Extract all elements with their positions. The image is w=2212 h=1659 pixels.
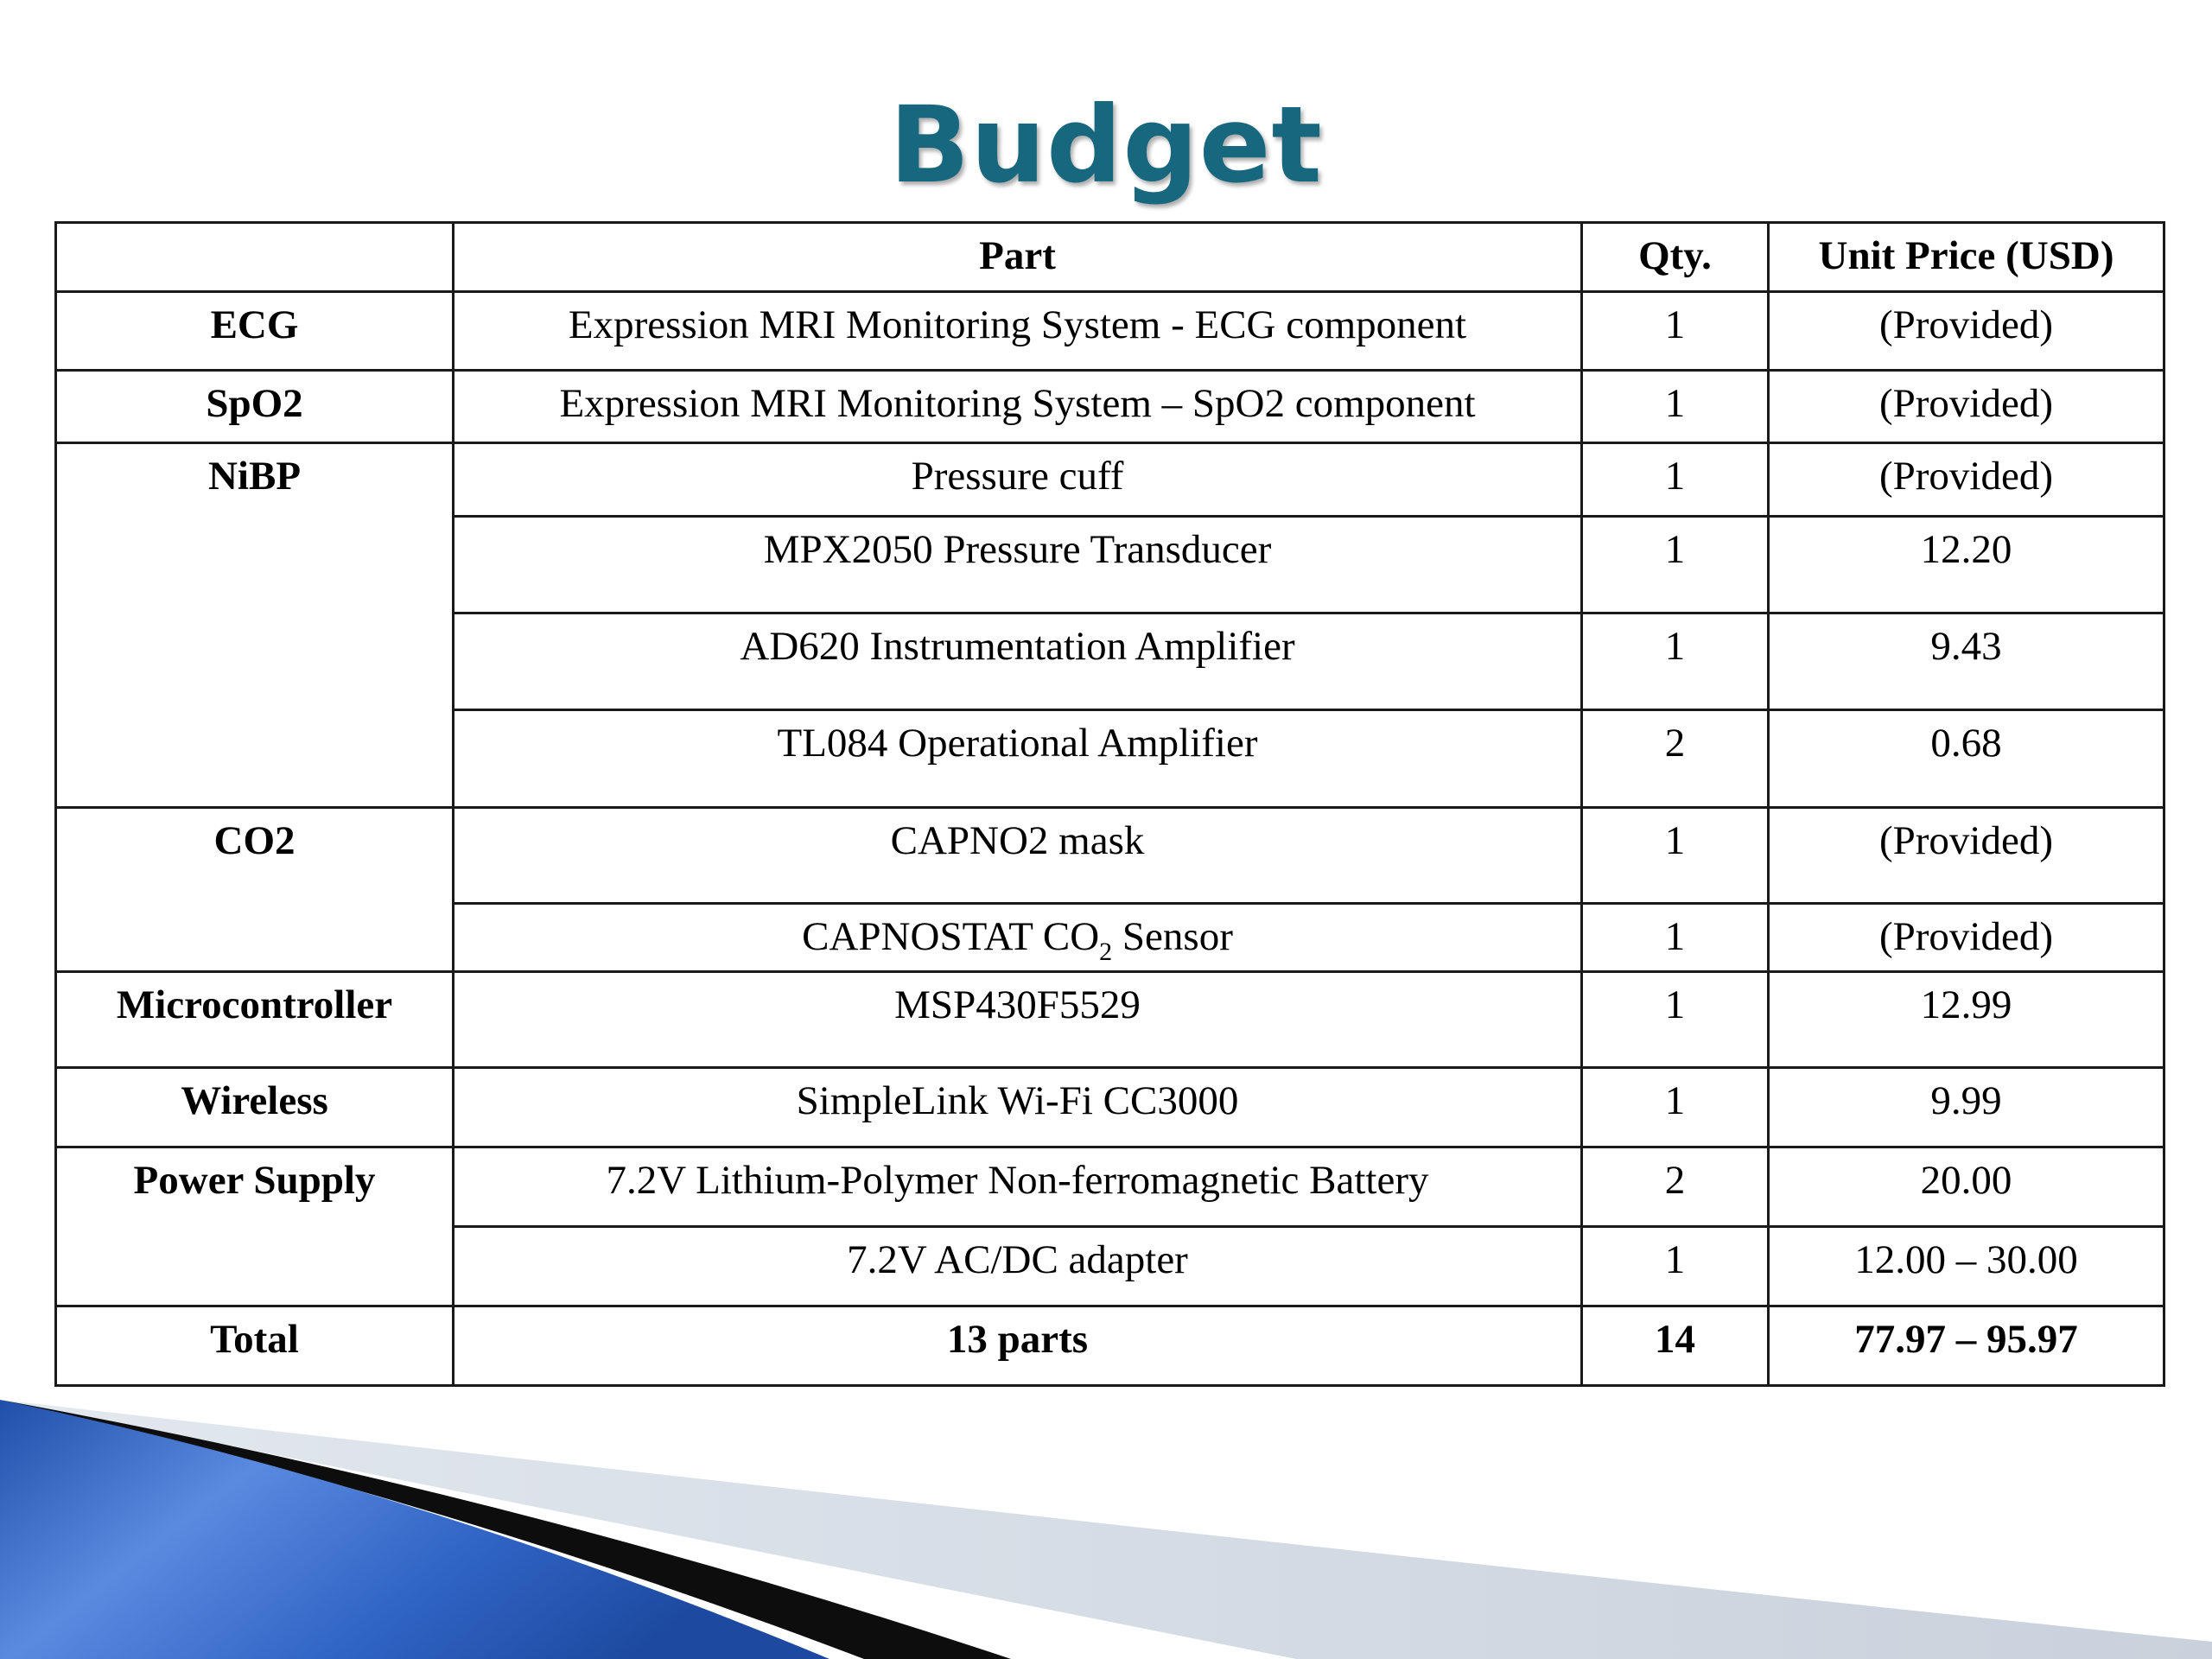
- price-cell: 20.00: [1769, 1147, 2164, 1227]
- table-row: [56, 808, 2164, 904]
- budget-table: [54, 221, 2165, 1387]
- price-cell: 12.99: [1769, 972, 2164, 1068]
- category-total: Total: [56, 1306, 454, 1386]
- qty-cell: 1: [1582, 1227, 1769, 1306]
- price-cell: 12.00 – 30.00: [1769, 1227, 2164, 1306]
- price-cell: 9.43: [1769, 613, 2164, 710]
- table-row: [56, 972, 2164, 1068]
- total-parts-cell: 13 parts: [454, 1306, 1582, 1386]
- qty-cell: 1: [1582, 1068, 1769, 1147]
- category-wireless: Wireless: [56, 1068, 454, 1147]
- qty-cell: 1: [1582, 808, 1769, 904]
- qty-cell: 1: [1582, 904, 1769, 972]
- part-text: CAPNOSTAT CO: [802, 914, 1100, 959]
- part-cell: TL084 Operational Amplifier: [454, 710, 1582, 808]
- part-cell: [454, 904, 1582, 972]
- part-cell: AD620 Instrumentation Amplifier: [454, 613, 1582, 710]
- qty-cell: 1: [1582, 443, 1769, 517]
- co2-subscript: 2: [1099, 938, 1113, 966]
- table-header-row: [56, 223, 2164, 292]
- category-co2: CO2: [56, 808, 454, 972]
- category-nibp: NiBP: [56, 443, 454, 808]
- slide-title: Budget: [889, 84, 1323, 207]
- qty-cell: 1: [1582, 972, 1769, 1068]
- total-price-cell: 77.97 – 95.97: [1769, 1306, 2164, 1386]
- price-cell: (Provided): [1769, 292, 2164, 371]
- table-row: [56, 1068, 2164, 1147]
- price-cell: 12.20: [1769, 517, 2164, 613]
- price-cell: (Provided): [1769, 443, 2164, 517]
- part-cell: MPX2050 Pressure Transducer: [454, 517, 1582, 613]
- qty-cell: 1: [1582, 292, 1769, 371]
- price-cell: (Provided): [1769, 904, 2164, 972]
- part-cell: SimpleLink Wi-Fi CC3000: [454, 1068, 1582, 1147]
- table-row: [56, 443, 2164, 517]
- part-cell: CAPNO2 mask: [454, 808, 1582, 904]
- header-qty: Qty.: [1582, 223, 1769, 292]
- qty-cell: 2: [1582, 1147, 1769, 1227]
- price-cell: 0.68: [1769, 710, 2164, 808]
- part-cell: Expression MRI Monitoring System – SpO2 component: [454, 371, 1582, 443]
- qty-cell: 1: [1582, 517, 1769, 613]
- category-spo2: SpO2: [56, 371, 454, 443]
- qty-cell: 2: [1582, 710, 1769, 808]
- part-cell: Pressure cuff: [454, 443, 1582, 517]
- category-ecg: ECG: [56, 292, 454, 371]
- part-cell: MSP430F5529: [454, 972, 1582, 1068]
- table-row: [56, 371, 2164, 443]
- price-cell: 9.99: [1769, 1068, 2164, 1147]
- header-category: [56, 223, 454, 292]
- category-power-supply: Power Supply: [56, 1147, 454, 1306]
- price-cell: (Provided): [1769, 371, 2164, 443]
- header-unit-price: Unit Price (USD): [1769, 223, 2164, 292]
- part-cell: Expression MRI Monitoring System - ECG component: [454, 292, 1582, 371]
- table-row: [56, 1147, 2164, 1227]
- total-row: [56, 1306, 2164, 1386]
- qty-cell: 1: [1582, 371, 1769, 443]
- price-cell: (Provided): [1769, 808, 2164, 904]
- table-row: [56, 292, 2164, 371]
- total-qty-cell: 14: [1582, 1306, 1769, 1386]
- qty-cell: 1: [1582, 613, 1769, 710]
- corner-swoosh-decoration: [0, 1382, 2212, 1659]
- part-cell: 7.2V AC/DC adapter: [454, 1227, 1582, 1306]
- part-cell: 7.2V Lithium-Polymer Non-ferromagnetic Battery: [454, 1147, 1582, 1227]
- header-part: Part: [454, 223, 1582, 292]
- part-text: Sensor: [1112, 914, 1233, 959]
- category-microcontroller: Microcontroller: [56, 972, 454, 1068]
